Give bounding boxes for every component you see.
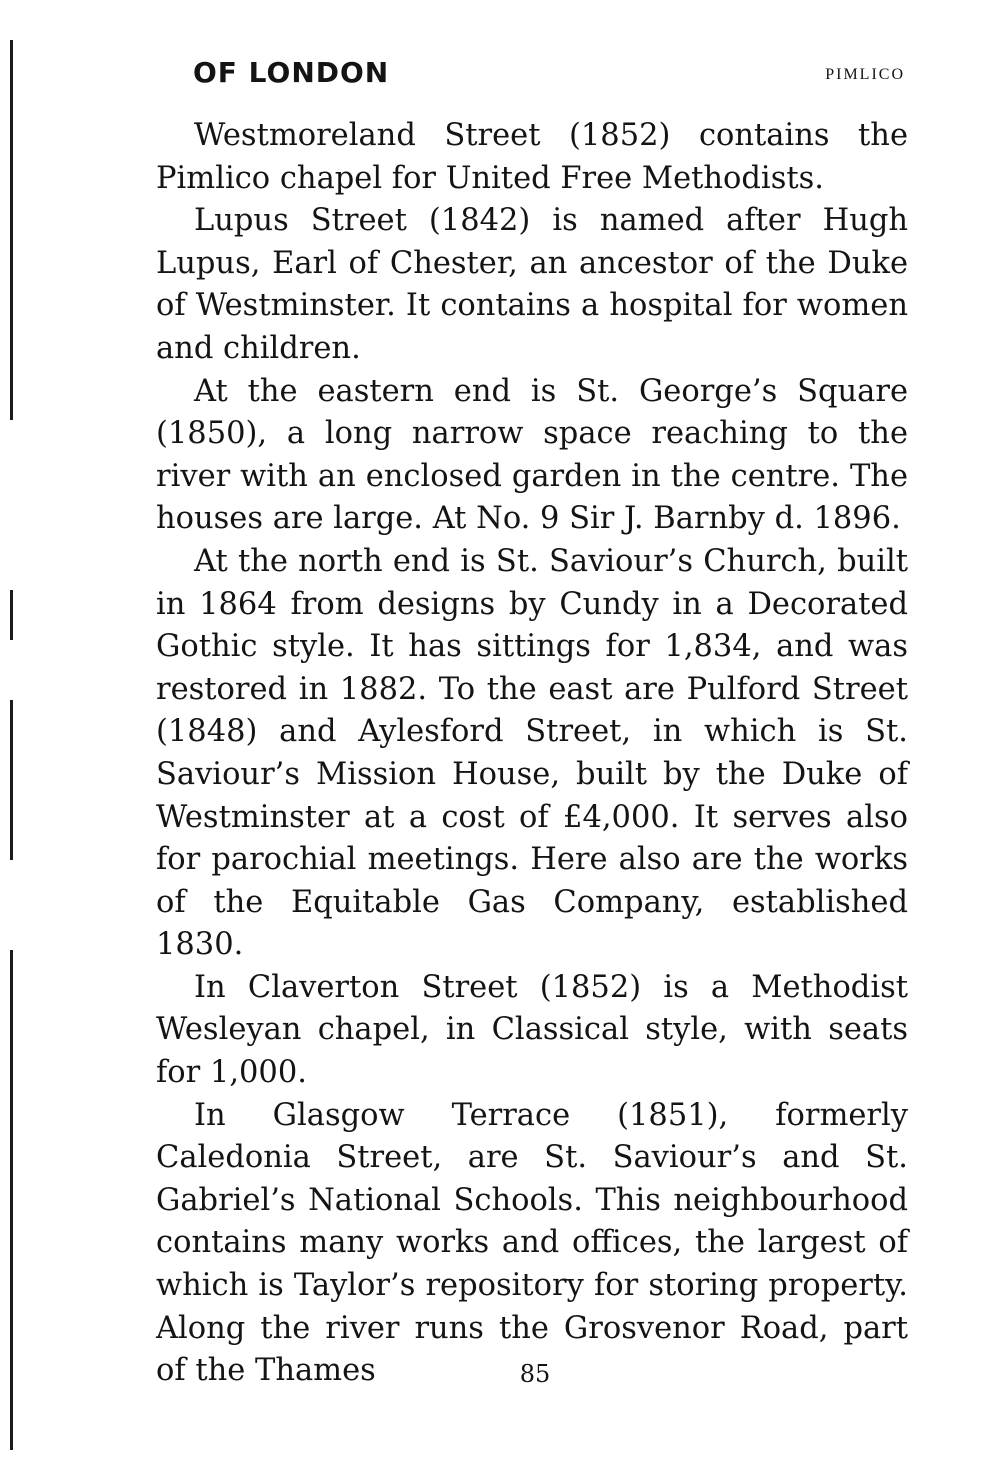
paragraph-st-saviours-church: At the north end is St. Saviour’s Church, built in 1864 from designs by Cundy in a Decorated Gothic style. It has sittings for 1,834, and was restored in 1882. To the east are Pulford Street (1848) and Aylesford Street, in which is St. Saviour’s Mission House, built by the Duke of Westminster at a cost of £4,000. It serves also for parochial meetings. Here also are the works of the Equitable Gas Company, established 1830. xyxy=(156,543,908,963)
page-edge-mark xyxy=(10,590,13,640)
paragraph-st-georges-square: At the eastern end is St. George’s Square (1850), a long narrow space reaching to the river with an enclosed garden in the centre. The houses are large. At No. 9 Sir J. Barnby d. 1896. xyxy=(156,373,908,537)
section-title: PIMLICO xyxy=(825,66,905,83)
page-header xyxy=(193,56,905,96)
paragraph-westmoreland-street: Westmoreland Street (1852) contains the Pimlico chapel for United Free Methodists. xyxy=(156,118,908,196)
page-number: 85 xyxy=(519,1360,551,1388)
paragraph-claverton-street: In Claverton Street (1852) is a Methodist Wesleyan chapel, in Classical style, with seats for 1,000. xyxy=(156,969,908,1091)
page-edge-mark xyxy=(10,40,13,420)
paragraph-glasgow-terrace: In Glasgow Terrace (1851), formerly Caledonia Street, are St. Saviour’s and St. Gabriel’s National Schools. This neighbourhood contains many works and offices, the largest of which is Taylor’s repository for storing property. Along the river runs the Grosvenor Road, part of the Thames xyxy=(156,1097,908,1389)
body-text xyxy=(156,115,908,1393)
paragraph-lupus-street: Lupus Street (1842) is named after Hugh Lupus, Earl of Chester, an ancestor of the Duke of Westminster. It contains a hospital for women and children. xyxy=(156,203,908,366)
running-title: OF LONDON xyxy=(193,56,390,89)
page-edge-mark xyxy=(10,700,13,860)
